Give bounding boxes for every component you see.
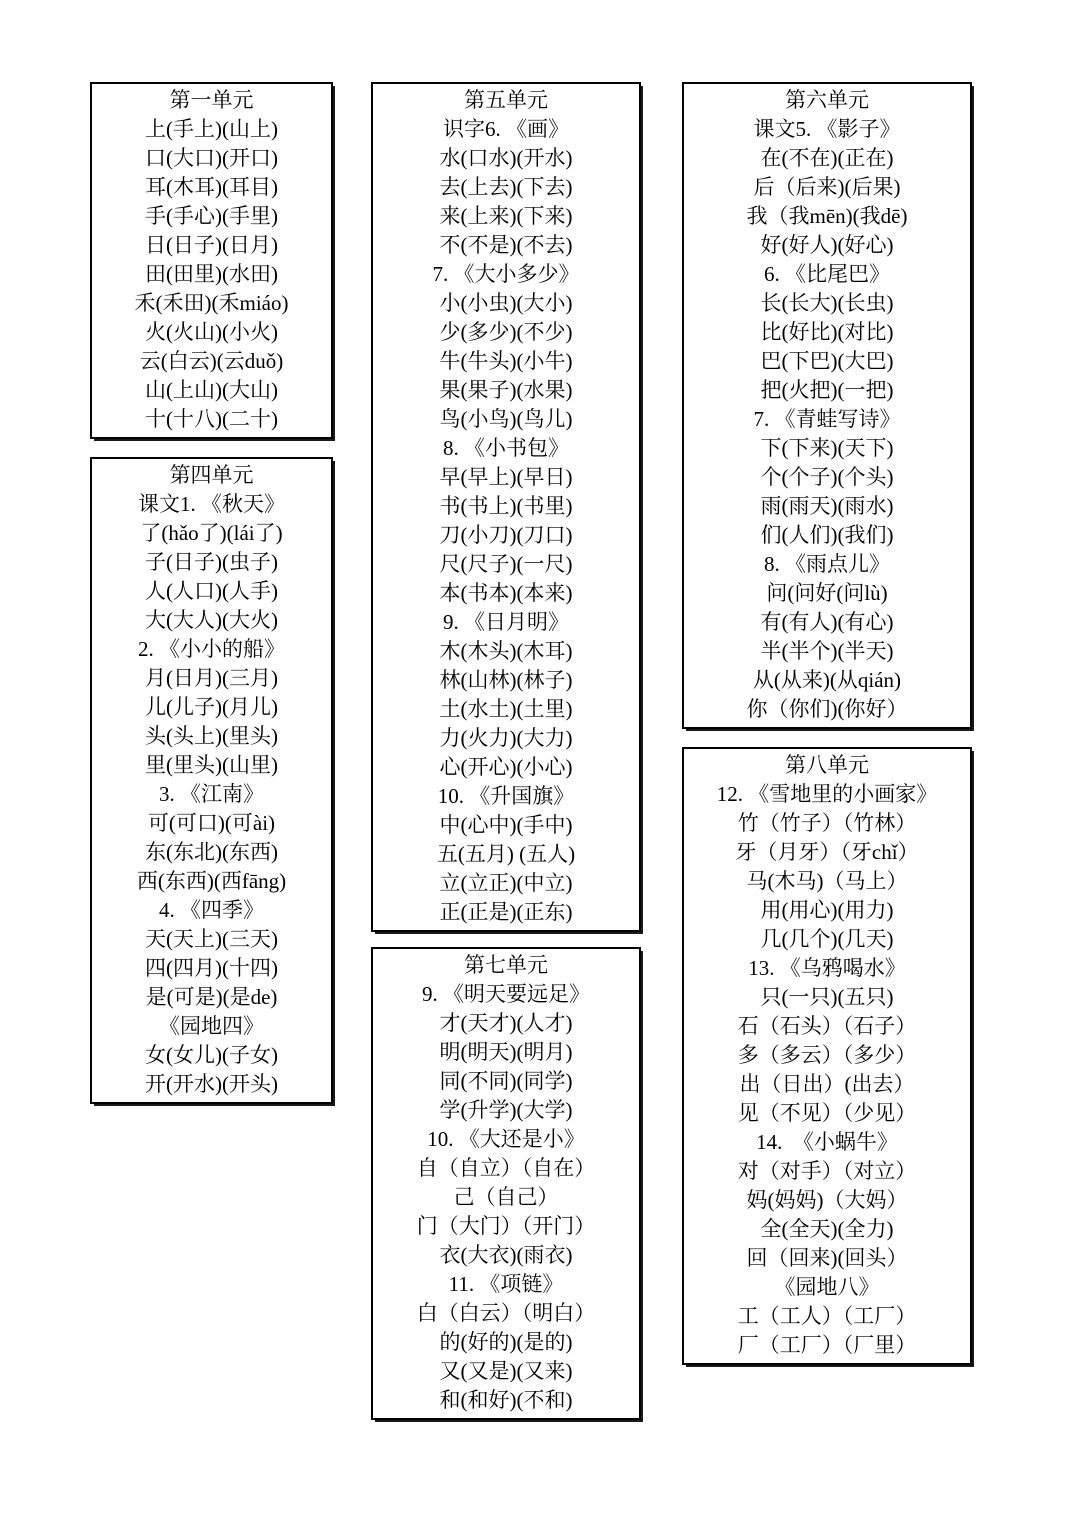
vocab-line: 课文5. 《影子》: [753, 117, 901, 141]
vocab-line: 竹（竹子）（竹林）: [737, 811, 917, 835]
vocab-line: 雨(雨天)(雨水): [760, 494, 894, 518]
vocab-line: 头(头上)(里头): [145, 724, 278, 748]
vocab-line: 12. 《雪地里的小画家》: [716, 782, 938, 806]
vocab-line: 有(有人)(有心): [760, 610, 894, 634]
vocab-line: 心(开心)(小心): [439, 755, 573, 779]
vocab-line: 来(上来)(下来): [439, 204, 573, 228]
vocab-line: 半(半个)(半天): [760, 639, 894, 663]
vocab-line: 3. 《江南》: [159, 782, 264, 806]
vocab-line: 《园地四》: [159, 1014, 264, 1038]
vocab-line: 我（我mēn)(我dē): [746, 204, 908, 228]
vocab-line: 你（你们)(你好）: [746, 697, 908, 721]
vocab-line: 牙（月牙）（牙chǐ）: [735, 840, 919, 864]
vocab-line: 的(好的)(是的): [439, 1330, 573, 1354]
vocab-line: 多（多云）（多少）: [737, 1043, 917, 1067]
vocab-line: 月(日月)(三月): [145, 666, 278, 690]
vocab-line: 中(心中)(手中): [439, 813, 573, 837]
vocab-line: 10. 《大还是小》: [427, 1127, 585, 1151]
unit-title: 第四单元: [169, 463, 254, 487]
vocab-line: 大(大人)(大火): [145, 608, 278, 632]
vocab-line: 了(hǎo了)(lái了): [140, 521, 283, 545]
vocab-line: 水(口水)(开水): [439, 146, 573, 170]
vocab-line: 田(田里)(水田): [145, 262, 278, 286]
vocab-line: 几(几个)(几天): [760, 927, 894, 951]
vocab-line: 天(天上)(三天): [145, 927, 278, 951]
vocab-line: 和(和好)(不和): [439, 1388, 573, 1412]
vocab-line: 对（对手）（对立）: [737, 1159, 917, 1183]
vocab-line: 下(下来)(天下): [760, 436, 894, 460]
vocab-line: 长(长大)(长虫): [760, 291, 894, 315]
vocab-line: 正(正是)(正东): [439, 900, 573, 924]
vocab-line: 早(早上)(早日): [439, 465, 573, 489]
vocab-line: 手(手心)(手里): [145, 204, 278, 228]
vocab-line: 人(人口)(人手): [145, 579, 278, 603]
vocab-line: 开(开水)(开头): [145, 1072, 278, 1096]
vocab-line: 《园地八》: [774, 1275, 880, 1299]
vocab-line: 山(上山)(大山): [145, 378, 278, 402]
vocab-line: 9. 《日月明》: [443, 610, 569, 634]
vocab-line: 己（自己）: [453, 1185, 559, 1209]
vocab-line: 又(又是)(又来): [439, 1359, 573, 1383]
vocab-line: 本(书本)(本来): [439, 581, 573, 605]
vocab-line: 书(书上)(书里): [439, 494, 573, 518]
vocab-line: 全(全天)(全力): [760, 1217, 894, 1241]
vocab-line: 四(四月)(十四): [145, 956, 278, 980]
vocab-line: 石（石头）（石子）: [737, 1014, 917, 1038]
vocab-line: 鸟(小鸟)(鸟儿): [439, 407, 573, 431]
vocab-line: 上(手上)(山上): [145, 117, 278, 141]
vocab-line: 尺(尺子)(一尺): [439, 552, 573, 576]
vocab-line: 火(火山)(小火): [145, 320, 278, 344]
vocab-line: 问(问好(问lù): [766, 581, 888, 605]
vocab-line: 云(白云)(云duǒ): [139, 349, 284, 373]
vocab-line: 2. 《小小的船》: [138, 637, 285, 661]
vocab-line: 土(水土)(土里): [439, 697, 573, 721]
vocab-line: 少(多少)(不少): [439, 320, 573, 344]
unit-title: 第七单元: [464, 953, 548, 977]
vocab-line: 力(火力)(大力): [439, 726, 573, 750]
vocab-line: 14. 《小蜗牛》: [756, 1130, 898, 1154]
vocab-line: 立(立正)(中立): [439, 871, 573, 895]
vocab-line: 门（大门）（开门）: [416, 1214, 596, 1238]
vocab-line: 白（白云）（明白）: [416, 1301, 596, 1325]
vocab-line: 西(东西)(西fāng): [136, 869, 287, 893]
vocab-line: 学(升学)(大学): [439, 1098, 573, 1122]
vocab-line: 4. 《四季》: [159, 898, 264, 922]
vocab-line: 马(木马)（马上）: [746, 869, 908, 893]
unit-box-7: [371, 947, 641, 1420]
vocab-line: 比(好比)(对比): [760, 320, 894, 344]
vocab-line: 课文1. 《秋天》: [138, 492, 285, 516]
vocab-line: 去(上去)(下去): [439, 175, 573, 199]
vocab-line: 妈(妈妈)（大妈）: [746, 1188, 908, 1212]
vocab-line: 们(人们)(我们): [760, 523, 894, 547]
vocab-line: 好(好人)(好心): [760, 233, 894, 257]
vocab-line: 7. 《青蛙写诗》: [753, 407, 901, 431]
vocab-line: 女(女儿)(子女): [145, 1043, 278, 1067]
vocab-line: 8. 《小书包》: [443, 436, 569, 460]
unit-box-8: [682, 747, 972, 1365]
vocab-line: 见（不见）（少见）: [737, 1101, 917, 1125]
vocab-line: 儿(儿子)(月儿): [145, 695, 278, 719]
vocab-line: 后（后来)(后果): [753, 175, 901, 199]
unit-title: 第六单元: [785, 88, 869, 112]
vocab-line: 识字6. 《画》: [443, 117, 569, 141]
vocab-line: 7. 《大小多少》: [432, 262, 580, 286]
vocab-line: 东(东北)(东西): [145, 840, 278, 864]
vocab-line: 明(明天)(明月): [439, 1040, 573, 1064]
vocab-line: 里(里头)(山里): [145, 753, 278, 777]
vocab-line: 口(大口)(开口): [145, 146, 278, 170]
unit-title: 第一单元: [169, 88, 254, 112]
vocab-line: 6. 《比尾巴》: [764, 262, 890, 286]
vocab-line: 刀(小刀)(刀口): [439, 523, 573, 547]
vocab-line: 衣(大衣)(雨衣): [439, 1243, 573, 1267]
vocab-line: 才(天才)(人才): [439, 1011, 573, 1035]
vocab-line: 小(小虫)(大小): [439, 291, 573, 315]
vocab-line: 厂（工厂）（厂里）: [737, 1333, 917, 1357]
vocab-line: 可(可口)(可ài): [147, 811, 276, 835]
vocab-line: 巴(下巴)(大巴): [760, 349, 894, 373]
vocab-line: 林(山林)(林子): [439, 668, 573, 692]
vocab-line: 把(火把)(一把): [760, 378, 894, 402]
vocab-line: 自（自立）（自在）: [416, 1156, 596, 1180]
vocab-line: 在(不在)(正在): [760, 146, 894, 170]
vocab-line: 10. 《升国旗》: [437, 784, 575, 808]
vocab-line: 十(十八)(二十): [145, 407, 278, 431]
vocab-line: 从(从来)(从qián): [752, 668, 902, 692]
vocab-line: 回（回来)(回头）: [746, 1246, 908, 1270]
vocab-line: 出（日出）(出去）: [739, 1072, 915, 1096]
vocab-line: 工（工人）（工厂）: [737, 1304, 917, 1328]
vocab-line: 不(不是)(不去): [439, 233, 573, 257]
vocab-line: 用(用心)(用力): [760, 898, 894, 922]
unit-box-1: [90, 82, 333, 439]
unit-title: 第五单元: [464, 88, 548, 112]
vocab-line: 8. 《雨点儿》: [764, 552, 890, 576]
vocab-line: 13. 《乌鸦喝水》: [748, 956, 906, 980]
unit-box-5: [371, 82, 641, 932]
unit-title: 第八单元: [785, 753, 869, 777]
vocab-line: 9. 《明天要远足》: [422, 982, 590, 1006]
vocab-line: 耳(木耳)(耳目): [145, 175, 278, 199]
vocab-line: 是(可是)(是de): [145, 985, 278, 1009]
vocab-line: 果(果子)(水果): [439, 378, 573, 402]
vocab-line: 禾(禾田)(禾miáo): [134, 291, 289, 315]
unit-box-4: [90, 457, 333, 1104]
vocab-line: 同(不同)(同学): [439, 1069, 573, 1093]
vocab-line: 日(日子)(日月): [145, 233, 278, 257]
vocab-line: 牛(牛头)(小牛): [439, 349, 573, 373]
vocab-line: 11. 《项链》: [448, 1272, 564, 1296]
vocab-line: 木(木头)(木耳): [439, 639, 573, 663]
vocab-line: 五(五月) (五人): [436, 842, 576, 866]
vocab-line: 个(个子)(个头): [760, 465, 894, 489]
unit-box-6: [682, 82, 972, 729]
vocab-line: 只(一只)(五只): [760, 985, 894, 1009]
vocab-line: 子(日子)(虫子): [145, 550, 278, 574]
